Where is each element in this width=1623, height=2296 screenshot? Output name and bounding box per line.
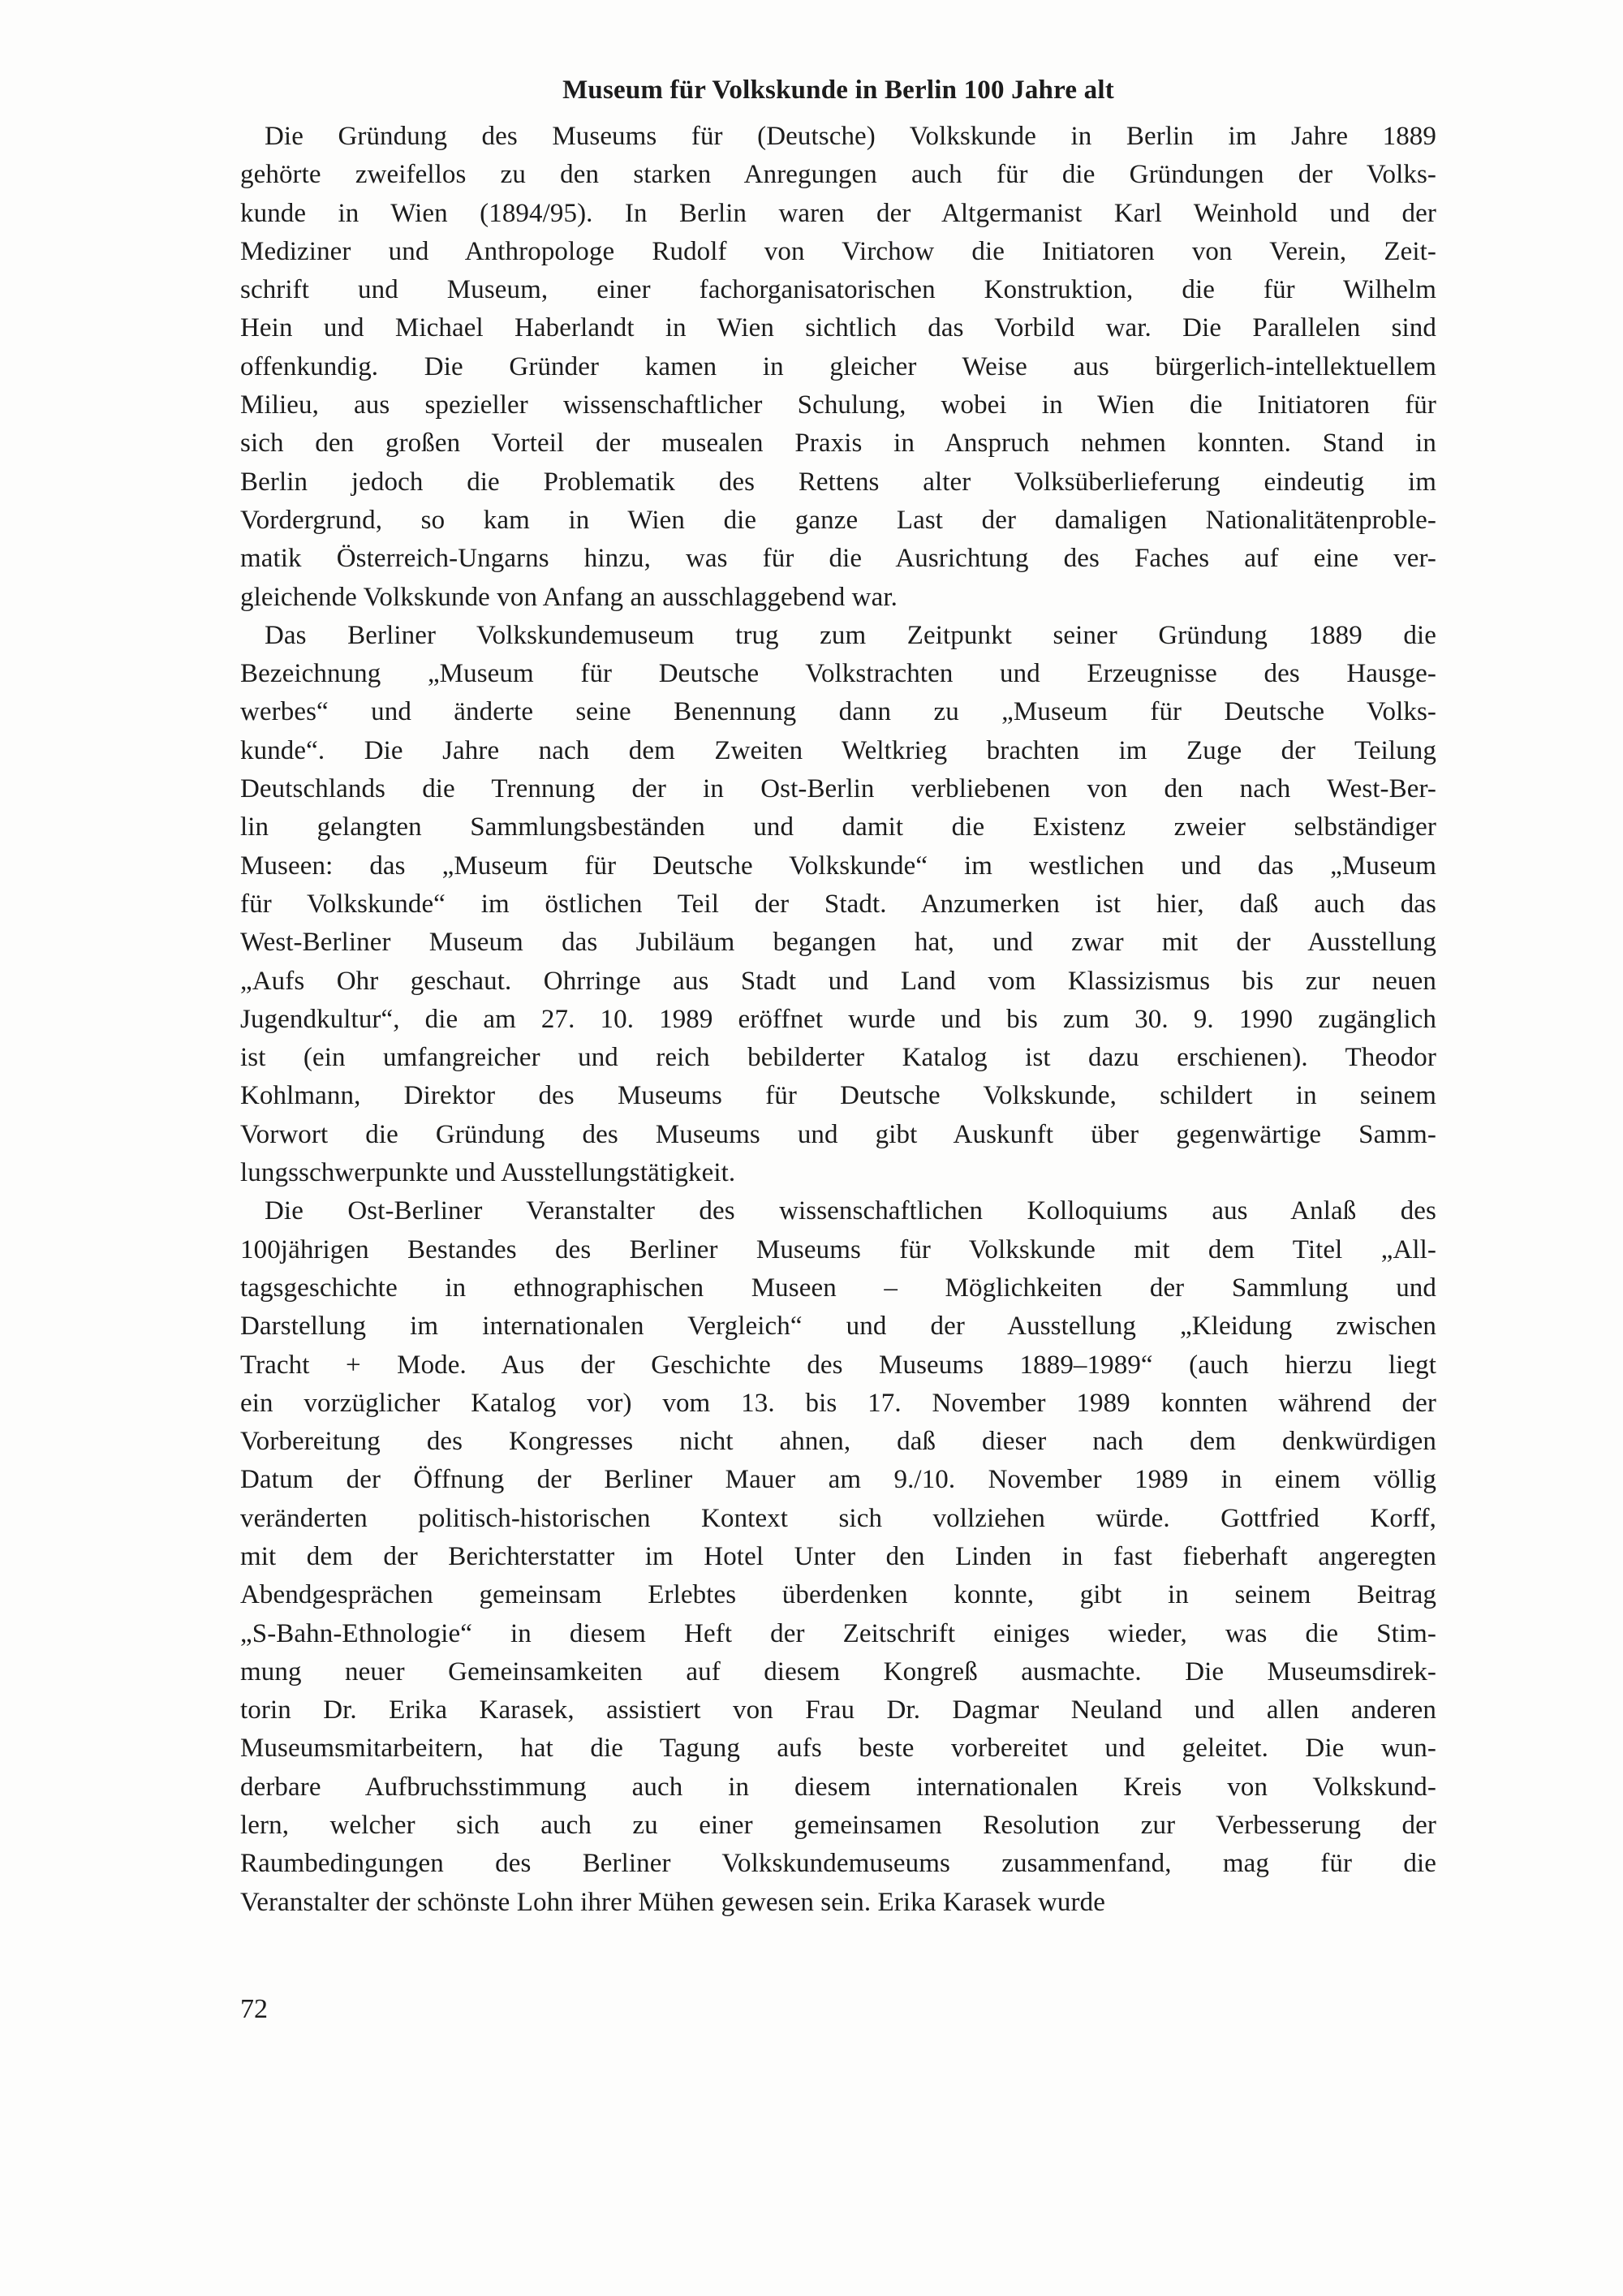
text-line: gehörte zweifellos zu den starken Anregungen auch für die Gründungen der Volks- — [240, 160, 1436, 190]
text-line: Das Berliner Volkskundemuseum trug zum Zeitpunkt seiner Gründung 1889 die — [265, 620, 1436, 650]
text-line: lin gelangten Sammlungsbeständen und damit die Existenz zweier selbständiger — [240, 812, 1436, 842]
text-line: Museumsmitarbeitern, hat die Tagung aufs beste vorbereitet und geleitet. Die wun- — [240, 1734, 1436, 1764]
text-line: veränderten politisch-historischen Kontext sich vollziehen würde. Gottfried Korff, — [240, 1503, 1436, 1533]
text-line: „Aufs Ohr geschaut. Ohrringe aus Stadt und Land vom Klassizismus bis zur neuen — [240, 966, 1436, 996]
text-line: gleichende Volkskunde von Anfang an ausschlaggebend war. — [240, 582, 898, 612]
text-line: Mediziner und Anthropologe Rudolf von Virchow die Initiatoren von Verein, Zeit- — [240, 236, 1436, 266]
text-line: Raumbedingungen des Berliner Volkskundemuseums zusammenfand, mag für die — [240, 1849, 1436, 1879]
text-line: matik Österreich-Ungarns hinzu, was für die Ausrichtung des Faches auf eine ver- — [240, 544, 1436, 574]
text-line: Berlin jedoch die Problematik des Rettens alter Volksüberlieferung eindeutig im — [240, 467, 1436, 497]
text-block — [240, 71, 1436, 1922]
text-line: Bezeichnung „Museum für Deutsche Volkstrachten und Erzeugnisse des Hausge- — [240, 659, 1436, 689]
text-line: werbes“ und änderte seine Benennung dann zu „Museum für Deutsche Volks- — [240, 697, 1436, 727]
text-line: für Volkskunde“ im östlichen Teil der Stadt. Anzumerken ist hier, daß auch das — [240, 889, 1436, 919]
text-line: Abendgesprächen gemeinsam Erlebtes überdenken konnte, gibt in seinem Beitrag — [240, 1580, 1436, 1610]
text-line: schrift und Museum, einer fachorganisatorischen Konstruktion, die für Wilhelm — [240, 275, 1436, 305]
text-line: ist (ein umfangreicher und reich bebilderter Katalog ist dazu erschienen). Theodor — [240, 1043, 1436, 1073]
article-title: Museum für Volkskunde in Berlin 100 Jahre alt — [562, 75, 1114, 105]
text-line: torin Dr. Erika Karasek, assistiert von Frau Dr. Dagmar Neuland und allen anderen — [240, 1695, 1436, 1725]
text-line: Milieu, aus spezieller wissenschaftlicher Schulung, wobei in Wien die Initiatoren für — [240, 390, 1436, 420]
text-line: Tracht + Mode. Aus der Geschichte des Museums 1889–1989“ (auch hierzu liegt — [240, 1350, 1436, 1380]
text-line: kunde“. Die Jahre nach dem Zweiten Weltkrieg brachten im Zuge der Teilung — [240, 735, 1436, 765]
paragraph — [240, 617, 1436, 1192]
text-line: 100jährigen Bestandes des Berliner Museums für Volkskunde mit dem Titel „All- — [240, 1234, 1436, 1264]
text-line: mit dem der Berichterstatter im Hotel Unter den Linden in fast fieberhaft angeregten — [240, 1541, 1436, 1571]
text-line: Datum der Öffnung der Berliner Mauer am 9./10. November 1989 in einem völlig — [240, 1465, 1436, 1495]
text-line: tagsgeschichte in ethnographischen Museen – Möglichkeiten der Sammlung und — [240, 1273, 1436, 1303]
text-line: sich den großen Vorteil der musealen Praxis in Anspruch nehmen konnten. Stand in — [240, 429, 1436, 459]
paragraph — [240, 1192, 1436, 1922]
page-number: 72 — [240, 1994, 268, 2024]
text-line: lungsschwerpunkte und Ausstellungstätigkeit. — [240, 1158, 736, 1188]
text-line: Vorwort die Gründung des Museums und gibt Auskunft über gegenwärtige Samm- — [240, 1119, 1436, 1149]
text-line: Museen: das „Museum für Deutsche Volkskunde“ im westlichen und das „Museum — [240, 851, 1436, 881]
text-line: derbare Aufbruchsstimmung auch in diesem internationalen Kreis von Volkskund- — [240, 1772, 1436, 1802]
text-line: Hein und Michael Haberlandt in Wien sichtlich das Vorbild war. Die Parallelen sind — [240, 313, 1436, 343]
text-line: ein vorzüglicher Katalog vor) vom 13. bis 17. November 1989 konnten während der — [240, 1388, 1436, 1418]
text-line: kunde in Wien (1894/95). In Berlin waren der Altgermanist Karl Weinhold und der — [240, 198, 1436, 228]
text-line: Vorbereitung des Kongresses nicht ahnen, daß dieser nach dem denkwürdigen — [240, 1427, 1436, 1457]
text-line: Vordergrund, so kam in Wien die ganze Last der damaligen Nationalitätenproble- — [240, 505, 1436, 535]
text-line: Veranstalter der schönste Lohn ihrer Mühen gewesen sein. Erika Karasek wurde — [240, 1887, 1105, 1917]
paragraph — [240, 118, 1436, 617]
text-line: Kohlmann, Direktor des Museums für Deutsche Volkskunde, schildert in seinem — [240, 1081, 1436, 1111]
text-line: Deutschlands die Trennung der in Ost-Berlin verbliebenen von den nach West-Ber- — [240, 774, 1436, 804]
text-line: Jugendkultur“, die am 27. 10. 1989 eröffnet wurde und bis zum 30. 9. 1990 zugänglich — [240, 1004, 1436, 1034]
text-line: lern, welcher sich auch zu einer gemeinsamen Resolution zur Verbesserung der — [240, 1811, 1436, 1841]
article-body — [240, 118, 1436, 1922]
text-line: West-Berliner Museum das Jubiläum begangen hat, und zwar mit der Ausstellung — [240, 928, 1436, 958]
text-line: „S-Bahn-Ethnologie“ in diesem Heft der Zeitschrift einiges wieder, was die Stim- — [240, 1618, 1436, 1648]
text-line: Die Gründung des Museums für (Deutsche) Volkskunde in Berlin im Jahre 1889 — [265, 122, 1436, 151]
text-line: Darstellung im internationalen Vergleich“ und der Ausstellung „Kleidung zwischen — [240, 1312, 1436, 1342]
text-line: Die Ost-Berliner Veranstalter des wissenschaftlichen Kolloquiums aus Anlaß des — [265, 1196, 1436, 1226]
text-line: offenkundig. Die Gründer kamen in gleicher Weise aus bürgerlich-intellektuellem — [240, 351, 1436, 381]
text-line: mung neuer Gemeinsamkeiten auf diesem Kongreß ausmachte. Die Museumsdirek- — [240, 1656, 1436, 1686]
